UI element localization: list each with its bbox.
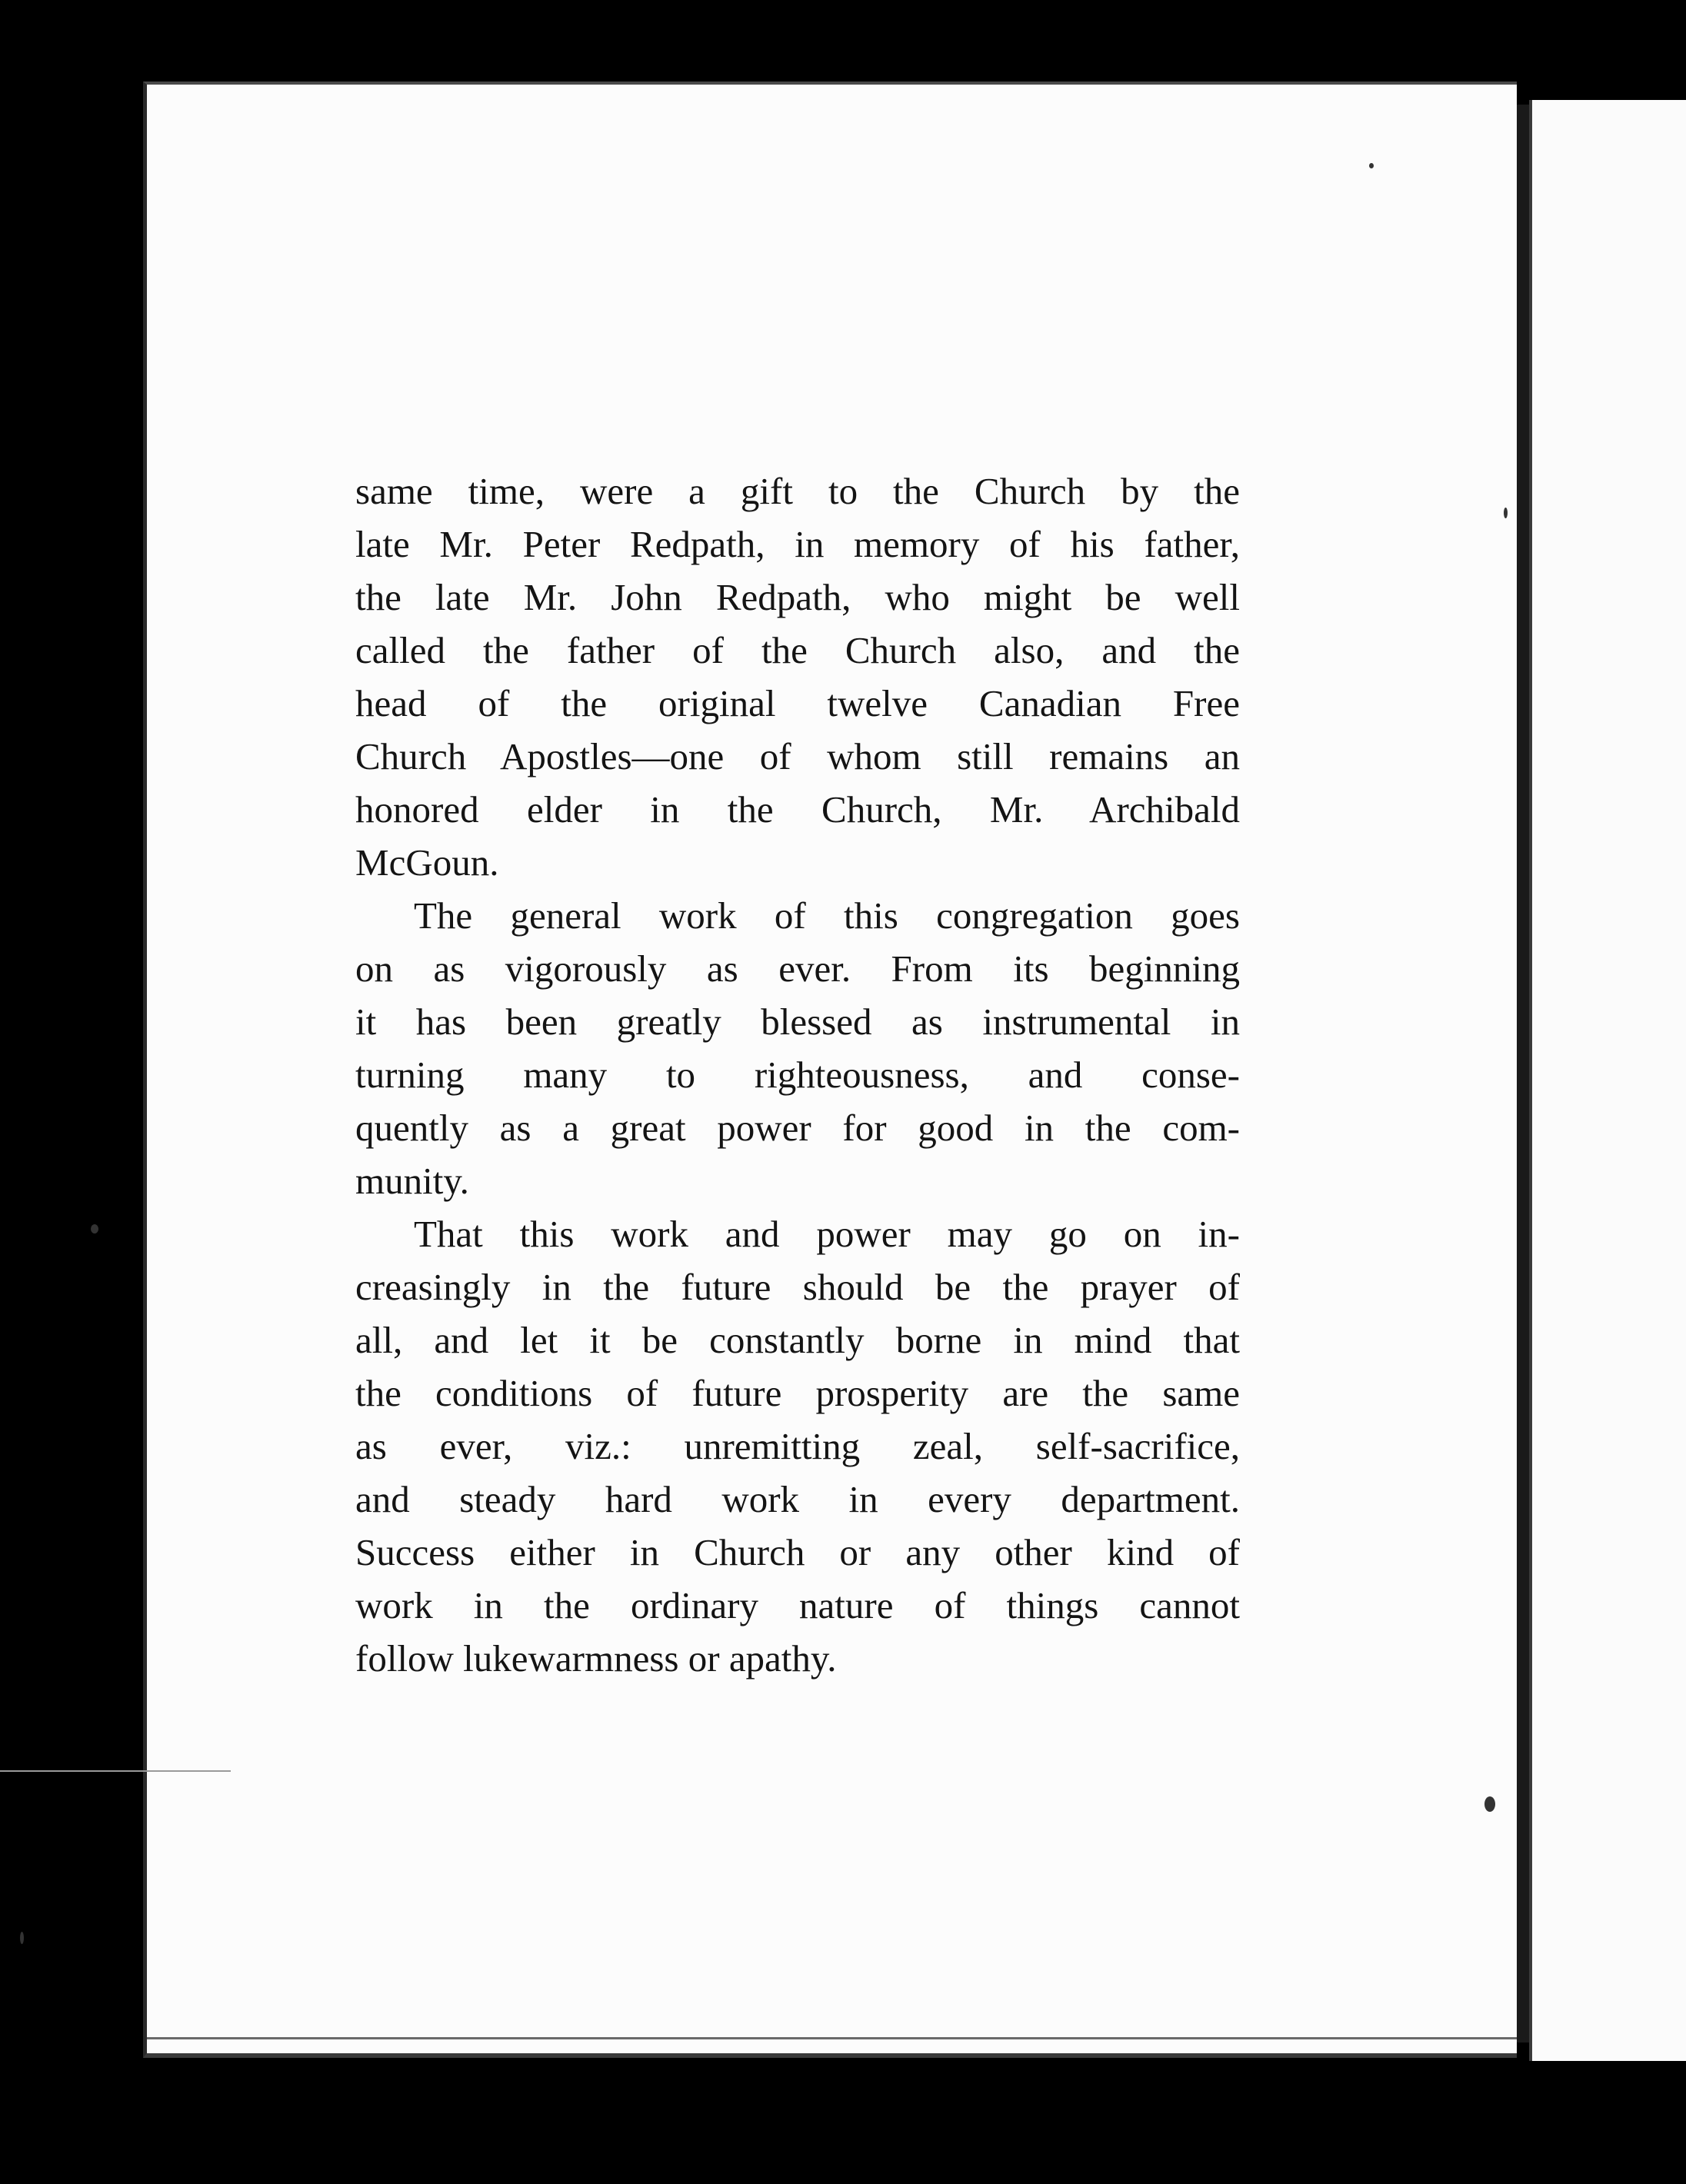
scan-speck: [20, 1932, 24, 1944]
text-line: quently as a great power for good in the com-: [355, 1107, 1240, 1149]
text-line: head of the original twelve Canadian Free: [355, 682, 1240, 724]
scan-artifact-line: [0, 1770, 231, 1772]
text-line: turning many to righteousness, and conse-: [355, 1054, 1240, 1096]
text-line: Church Apostles—one of whom still remains an: [355, 735, 1240, 777]
text-line: the late Mr. John Redpath, who might be well: [355, 576, 1240, 618]
text-line: called the father of the Church also, and the: [355, 629, 1240, 671]
text-line: the conditions of future prosperity are the same: [355, 1372, 1240, 1414]
text-line: follow lukewarmness or apathy.: [355, 1637, 837, 1680]
scan-speck: [91, 1224, 98, 1233]
text-line: on as vigorously as ever. From its beginning: [355, 947, 1240, 990]
text-line: work in the ordinary nature of things cannot: [355, 1584, 1240, 1626]
page-text: [355, 464, 1240, 1685]
text-line: The general work of this congregation goes: [414, 894, 1240, 937]
scan-speck: [1484, 1796, 1495, 1812]
text-line: Success either in Church or any other kind of: [355, 1531, 1240, 1573]
text-line: late Mr. Peter Redpath, in memory of his father,: [355, 523, 1240, 565]
text-line: as ever, viz.: unremitting zeal, self-sacrifice,: [355, 1425, 1240, 1467]
scan-speck: [1504, 508, 1508, 518]
text-line: honored elder in the Church, Mr. Archibald: [355, 788, 1240, 831]
text-line: same time, were a gift to the Church by the: [355, 470, 1240, 512]
text-line: it has been greatly blessed as instrumental in: [355, 1000, 1240, 1043]
page-gutter: [1517, 105, 1529, 2043]
text-line: munity.: [355, 1160, 469, 1202]
text-line: all, and let it be constantly borne in mind that: [355, 1319, 1240, 1361]
paragraph: [355, 1207, 1240, 1685]
text-line: creasingly in the future should be the prayer of: [355, 1266, 1240, 1308]
paragraph: [355, 464, 1240, 889]
text-line: McGoun.: [355, 841, 499, 884]
text-line: and steady hard work in every department.: [355, 1478, 1240, 1520]
text-line: That this work and power may go on in-: [414, 1213, 1240, 1255]
facing-page-edge: [1529, 100, 1686, 2061]
scan-speck: [1369, 163, 1374, 168]
paragraph: [355, 889, 1240, 1207]
